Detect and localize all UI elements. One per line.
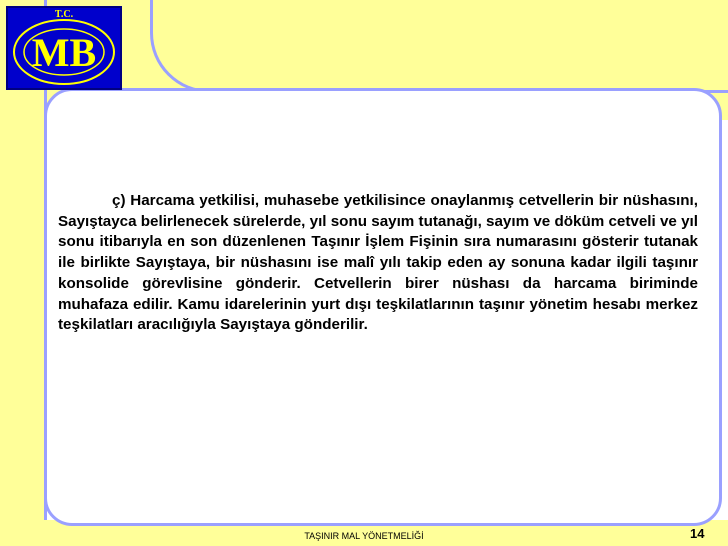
- main-paragraph: ç) Harcama yetkilisi, muhasebe yetkilisince onaylanmış cetvellerin bir nüshasını, Sayıştayca belirlenecek sürelerde, yıl sonu sayım tutanağı, sayım ve döküm cetveli ve yıl sonu itibarıyla en son düzenlenen Taşınır İşlem Fişinin sıra numarasını gösterir tutanak ile birlikte Sayıştaya, bir nüshasını ise malî yılı takip eden ay sonuna kadar ilgili taşınır konsolide görevlisine gönderir. Cetvellerin birer nüshası da harcama biriminde muhafaza edilir. Kamu idarelerinin yurt dışı teşkilatlarının taşınır yönetim hesabı merkez teşkilatları aracılığıyla Sayıştaya gönderilir.: [58, 192, 698, 334]
- logo-top-text: T.C.: [54, 9, 74, 20]
- header-curve: [150, 0, 728, 93]
- mb-logo: [6, 6, 122, 90]
- footer-title: TAŞINIR MAL YÖNETMELİĞİ: [304, 531, 424, 541]
- logo-graphic: [8, 8, 120, 88]
- logo-letters: MB: [31, 30, 97, 75]
- page-number: 14: [690, 526, 705, 541]
